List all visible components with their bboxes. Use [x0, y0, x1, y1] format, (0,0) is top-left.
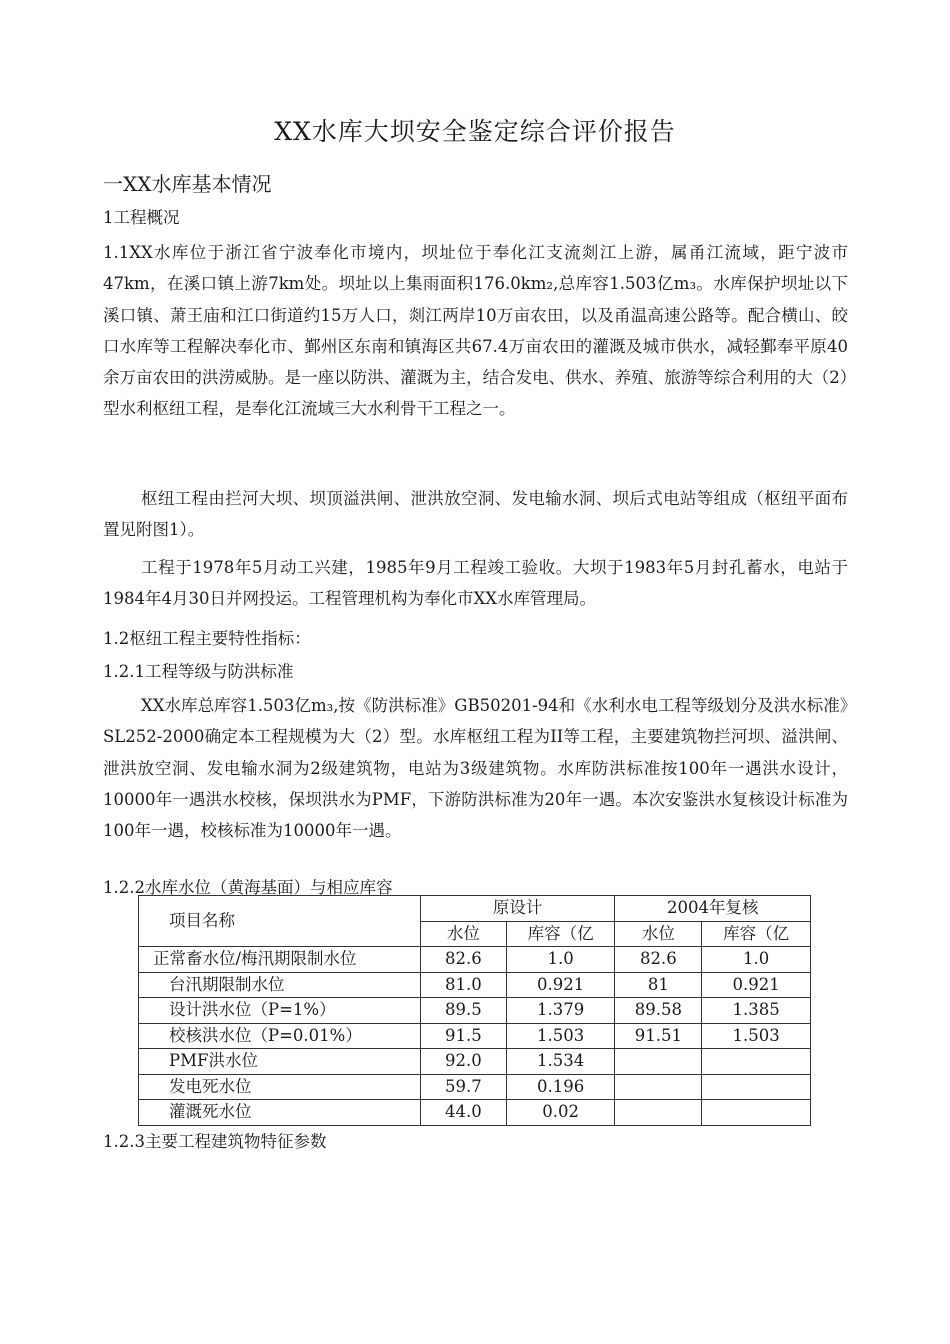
cell: 1.503: [506, 1023, 615, 1049]
cell: 81: [615, 972, 702, 998]
section-heading: 一XX水库基本情况: [103, 172, 272, 196]
row-name: 台汛期限制水位: [139, 972, 421, 998]
cell: [615, 1049, 702, 1075]
cell: 81.0: [420, 972, 506, 998]
cell: 1.0: [702, 947, 811, 973]
subsection-heading: 1.2.1工程等级与防洪标准: [103, 662, 294, 681]
subsection-heading: 1.2.2水库水位（黄海基面）与相应库容: [103, 878, 393, 897]
cell: 0.921: [506, 972, 615, 998]
cell: 1.503: [702, 1023, 811, 1049]
cell: [615, 1074, 702, 1100]
cell: 0.02: [506, 1100, 615, 1126]
header-cell: 项目名称: [139, 896, 421, 947]
table-header-row: [139, 896, 811, 922]
cell: 82.6: [615, 947, 702, 973]
subsection-heading: 1.2.3主要工程建筑物特征参数: [103, 1132, 327, 1151]
table-row: [139, 1100, 811, 1126]
cell: 89.58: [615, 998, 702, 1024]
table-row: [139, 1074, 811, 1100]
table-row: [139, 947, 811, 973]
cell: 82.6: [420, 947, 506, 973]
header-cell: 水位: [615, 921, 702, 947]
document-title: XX水库大坝安全鉴定综合评价报告: [274, 117, 676, 146]
cell: [702, 1100, 811, 1126]
cell: 59.7: [420, 1074, 506, 1100]
row-name: 设计洪水位（P=1%）: [139, 998, 421, 1024]
cell: 91.51: [615, 1023, 702, 1049]
cell: 1.0: [506, 947, 615, 973]
table-row: [139, 972, 811, 998]
subsection-heading: 1工程概况: [103, 208, 180, 227]
cell: 89.5: [420, 998, 506, 1024]
cell: [702, 1074, 811, 1100]
cell: 44.0: [420, 1100, 506, 1126]
header-cell: 原设计: [420, 896, 615, 922]
row-name: 灌溉死水位: [139, 1100, 421, 1126]
header-cell: 库容（亿: [506, 921, 615, 947]
subsection-heading: 1.2枢纽工程主要特性指标：: [103, 629, 311, 648]
paragraph-standards: XX水库总库容1.503亿m₃,按《防洪标准》GB50201-94和《水利水电工程等级划分及洪水标准》SL252-2000确定本工程规模为大（2）型。水库枢纽工程为II等工程，主要建筑物拦河坝、溢洪闸、泄洪放空洞、发电输水洞为2级建筑物，电站为3级建筑物。水库防洪标准按100年一遇洪水设计，10000年一遇洪水校核，保坝洪水为PMF，下游防洪标准为20年一遇。本次安鉴洪水复核设计标准为100年一遇，校核标准为10000年一遇。: [103, 696, 848, 841]
paragraph-overview: 1.1XX水库位于浙江省宁波奉化市境内，坝址位于奉化江支流剡江上游，属甬江流域，距宁波市47km，在溪口镇上游7km处。坝址以上集雨面积176.0km₂,总库容1.503亿m₃。水库保护坝址以下溪口镇、萧王庙和江口街道约15万人口，剡江两岸10万亩农田，以及甬温高速公路等。配合横山、皎口水库等工程解决奉化市、鄞州区东南和镇海区共67.4万亩农田的灌溉及城市供水，减轻鄞奉平原40余万亩农田的洪涝威胁。是一座以防洪、灌溉为主，结合发电、供水、养殖、旅游等综合利用的大（2）型水利枢纽工程，是奉化江流域三大水利骨干工程之一。: [103, 243, 848, 419]
cell: [702, 1049, 811, 1075]
cell: 1.534: [506, 1049, 615, 1075]
water-level-table: [138, 895, 811, 1126]
row-name: 校核洪水位（P=0.01%）: [139, 1023, 421, 1049]
cell: 0.921: [702, 972, 811, 998]
header-cell: 库容（亿: [702, 921, 811, 947]
row-name: PMF洪水位: [139, 1049, 421, 1075]
table-row: [139, 1023, 811, 1049]
header-cell: 2004年复核: [615, 896, 811, 922]
cell: 1.385: [702, 998, 811, 1024]
paragraph-layout: 枢纽工程由拦河大坝、坝顶溢洪闸、泄洪放空洞、发电输水洞、坝后式电站等组成（枢纽平面布置见附图1）。: [103, 489, 848, 540]
row-name: 正常畜水位/梅汛期限制水位: [139, 947, 421, 973]
header-cell: 水位: [420, 921, 506, 947]
table-row: [139, 998, 811, 1024]
paragraph-history: 工程于1978年5月动工兴建，1985年9月工程竣工验收。大坝于1983年5月封孔蓄水，电站于1984年4月30日并网投运。工程管理机构为奉化市XX水库管理局。: [103, 558, 848, 609]
cell: 91.5: [420, 1023, 506, 1049]
cell: 0.196: [506, 1074, 615, 1100]
cell: 92.0: [420, 1049, 506, 1075]
table-row: [139, 1049, 811, 1075]
cell: [615, 1100, 702, 1126]
row-name: 发电死水位: [139, 1074, 421, 1100]
cell: 1.379: [506, 998, 615, 1024]
